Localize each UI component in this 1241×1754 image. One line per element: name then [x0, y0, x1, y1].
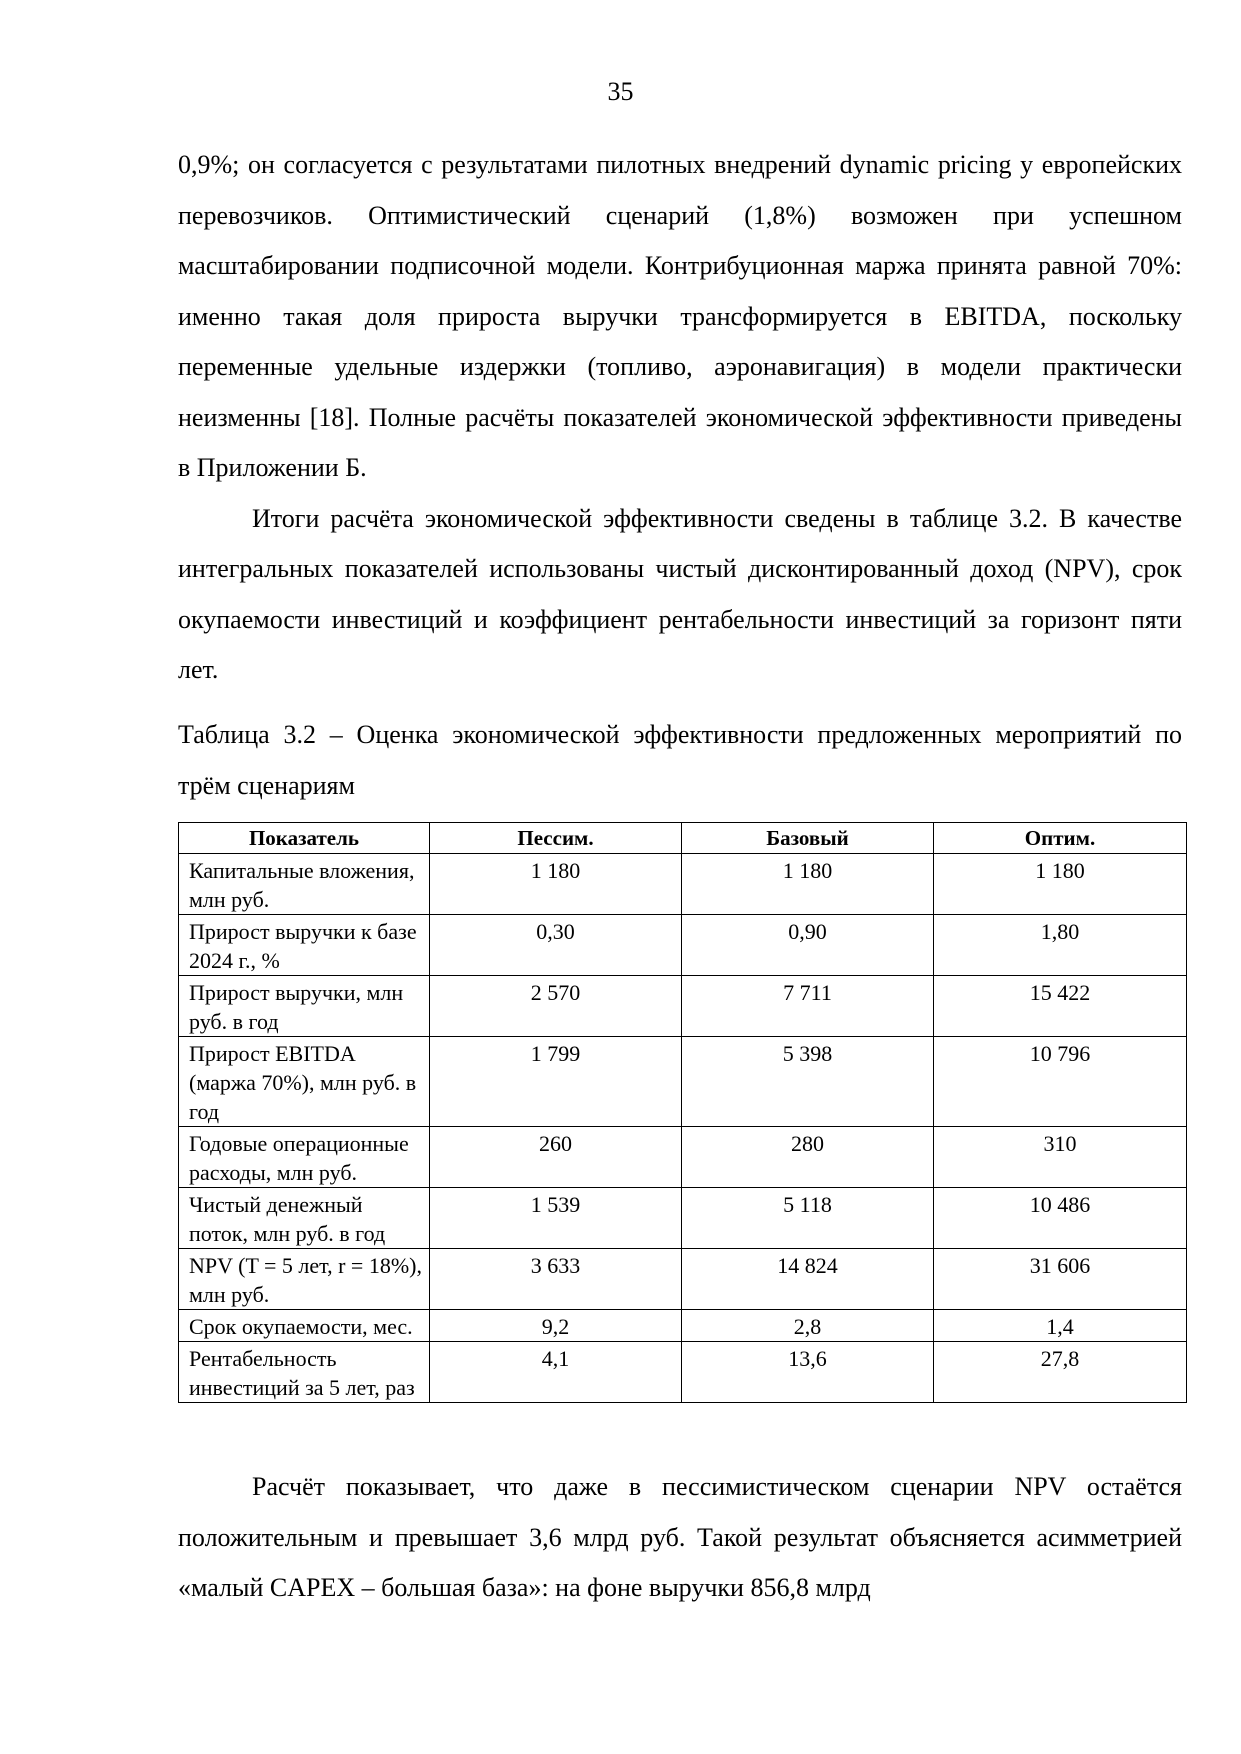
cell-optimistic: 1 180 [934, 854, 1187, 915]
table-row [179, 1310, 1187, 1342]
row-label: Капитальные вложения, млн руб. [179, 854, 430, 915]
cell-base: 1 180 [682, 854, 934, 915]
header-base: Базовый [682, 823, 934, 854]
table-caption-block [178, 710, 1182, 811]
table-row [179, 1188, 1187, 1249]
table-row [179, 854, 1187, 915]
cell-optimistic: 1,4 [934, 1310, 1187, 1342]
page-number: 35 [607, 77, 634, 106]
cell-pessimistic: 3 633 [430, 1249, 682, 1310]
row-label: Прирост выручки к базе 2024 г., % [179, 915, 430, 976]
header-pessimistic: Пессим. [430, 823, 682, 854]
cell-optimistic: 15 422 [934, 976, 1187, 1037]
cell-base: 7 711 [682, 976, 934, 1037]
row-label: Прирост EBITDA (маржа 70%), млн руб. в год [179, 1037, 430, 1127]
row-label: Прирост выручки, млн руб. в год [179, 976, 430, 1037]
table-row [179, 976, 1187, 1037]
body-text-bottom [178, 1462, 1182, 1614]
cell-pessimistic: 1 799 [430, 1037, 682, 1127]
row-label: Срок окупаемости, мес. [179, 1310, 430, 1342]
cell-pessimistic: 2 570 [430, 976, 682, 1037]
table-row [179, 1127, 1187, 1188]
table-caption: Таблица 3.2 – Оценка экономической эффективности предложенных мероприятий по трём сценариям [178, 720, 1182, 800]
row-label: NPV (T = 5 лет, r = 18%), млн руб. [179, 1249, 430, 1310]
efficiency-table [178, 822, 1187, 1403]
row-label: Годовые операционные расходы, млн руб. [179, 1127, 430, 1188]
header-indicator: Показатель [179, 823, 430, 854]
cell-base: 0,90 [682, 915, 934, 976]
cell-pessimistic: 0,30 [430, 915, 682, 976]
cell-base: 13,6 [682, 1342, 934, 1403]
cell-optimistic: 310 [934, 1127, 1187, 1188]
paragraph-continuation: 0,9%; он согласуется с результатами пилотных внедрений dynamic pricing у европейских перевозчиков. Оптимистический сценарий (1,8%) возможен при успешном масштабировании подписочной модели. Контрибуционная маржа принята равной 70%: именно такая доля прироста выручки трансформируется в EBITDA, поскольку переменные удельные издержки (топливо, аэронавигация) в модели практически неизменны [18]. Полные расчёты показателей экономической эффективности приведены в Приложении Б. [178, 150, 1182, 482]
table-row [179, 1037, 1187, 1127]
cell-base: 14 824 [682, 1249, 934, 1310]
table-row [179, 1342, 1187, 1403]
row-label: Чистый денежный поток, млн руб. в год [179, 1188, 430, 1249]
cell-pessimistic: 1 539 [430, 1188, 682, 1249]
cell-optimistic: 27,8 [934, 1342, 1187, 1403]
cell-pessimistic: 260 [430, 1127, 682, 1188]
paragraph-conclusion: Расчёт показывает, что даже в пессимистическом сценарии NPV остаётся положительным и превышает 3,6 млрд руб. Такой результат объясняется асимметрией «малый CAPEX – большая база»: на фоне выручки 856,8 млрд [178, 1472, 1182, 1602]
row-label: Рентабельность инвестиций за 5 лет, раз [179, 1342, 430, 1403]
cell-optimistic: 10 796 [934, 1037, 1187, 1127]
body-text-top [178, 140, 1182, 696]
header-optimistic: Оптим. [934, 823, 1187, 854]
cell-pessimistic: 4,1 [430, 1342, 682, 1403]
cell-base: 280 [682, 1127, 934, 1188]
table-container [178, 822, 1186, 1403]
cell-base: 5 118 [682, 1188, 934, 1249]
cell-pessimistic: 9,2 [430, 1310, 682, 1342]
cell-optimistic: 1,80 [934, 915, 1187, 976]
table-row [179, 1249, 1187, 1310]
paragraph-summary-intro: Итоги расчёта экономической эффективности сведены в таблице 3.2. В качестве интегральных показателей использованы чистый дисконтированный доход (NPV), срок окупаемости инвестиций и коэффициент рентабельности инвестиций за горизонт пяти лет. [178, 503, 1182, 684]
cell-optimistic: 31 606 [934, 1249, 1187, 1310]
cell-base: 5 398 [682, 1037, 934, 1127]
table-row [179, 915, 1187, 976]
cell-base: 2,8 [682, 1310, 934, 1342]
cell-optimistic: 10 486 [934, 1188, 1187, 1249]
cell-pessimistic: 1 180 [430, 854, 682, 915]
table-header-row [179, 823, 1187, 854]
